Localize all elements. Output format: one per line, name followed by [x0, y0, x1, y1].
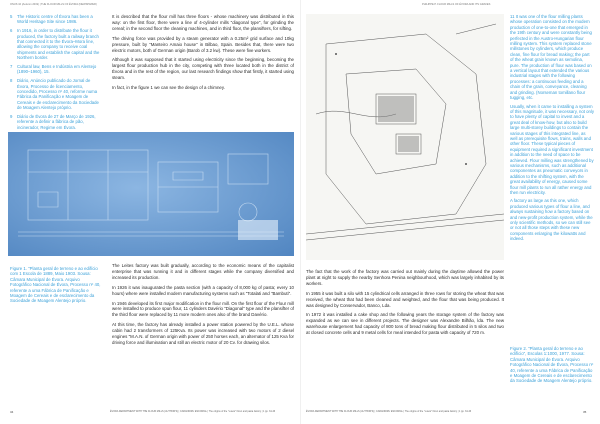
- figure-1-caption: Figure 1. "Planta geral de terreno e ao edifício com 1 Escola de 1889, Maio 1903. Sousa: Câmara Municipal de Évora. Arquivo Fotográfico Nacional de Évora, Processo nº 40, referente a uma Fábrica de Panificação e Moagem de Cereais e de esclarecimento da Sociedade de Moagem Alentejo próprio.: [10, 266, 101, 304]
- paragraph: In 1946 developed its first major modification in the flour mill. On the first floor of the Flour mill were installed to produce spun flour, 11 cylinders Davério "Diagonal" type and the plansifter of the third floor were replaced by 11 more modern ones also of the brand Davério.: [112, 300, 294, 318]
- page-number-right: 35: [583, 410, 587, 414]
- figure-1-blueprint: [8, 132, 294, 256]
- blueprint-drawing: [8, 132, 294, 256]
- figure-2-caption: Figure 2. "Planta geral do terreno e ao edifício", Escolas 1:1000, 1977. Sousa: Câmara Municipal de Évora. Arquivo Fotográfico Nacional de Évora, Processo nº 40, referente a uma Fábrica de Panificação e Moagem de Cereais e de esclarecimento da Sociedade de Moagem Alentejo próprio.: [510, 346, 594, 384]
- footnote: A factory as large as this one, which produced various types of flour a line, and always sustaining how a factory based on and new-profit production system, while the only scientific methods, so we can still see or not all those steps with these new components enlarging the kilowatts and indeed.: [510, 198, 593, 242]
- body-text-top: [112, 14, 294, 95]
- footnote: 6 In 1916, in order to distribute the flour it produced, the factory built a railway branch that connected it to the Évora–Mora line, allowing the company to receive coal shipments and establish the capital and the Northern border.: [10, 28, 100, 61]
- footnote: Usually, when it came to installing a system of this magnitude, it was necessary, not only to have plenty of capital to invest and a great deal of know-how, but also to build large multi-storey buildings to contain the various stages of this integrated line, as well as prerequisite flows, trains, walls and other floor. These typical pieces of equipment required a significant investment in addition to the need of space to be achieved. Flour milling was strengthened by various mechanisms, such as additional componentes as pneumatic conveyors in addition to the shifting system, with the great availability of energy, caused some flour mill plants to run all rather energy and then run electricity.: [510, 103, 594, 195]
- paragraph: In 1926 it was inaugurated the pasta section (with a capacity of 8,000 kg of pasta; every 10 hours) where were installed modern manufacturing systems such as "Totalati and "Bambuti".: [112, 284, 294, 296]
- footer-left: ÉVORA DEPARTMENT WITH THE FLOUR MILLS (AUTHOR'S) | CARANDIRU ESCORIAL | The origins of the "Lusos" Flour and pasta factory | 1 pp. 34-46: [110, 410, 276, 413]
- paragraph: In 1972 it was installed a cake shop and the following years the storage system of the factory was expanded as we can see in different projects. The designer was Alexandre Bilhão, lda. The new warehouse enlargement had capacity of 800 tons of bread making flour distributed in 5 silos and two at closed concrete cells and 9 metal cells for meal intended for pasta with capacity of 720 m.: [306, 312, 504, 336]
- paragraph: At this time, the factory has already installed a power station powered by the U.E.L. whose cabin had 2 transformers of 125Kva. Its power was increased with two motors of 2 diesel engines "M.A.N. of German origin with power of 250 horses each, an alternator of 125 Kva for driving force and illumination and still an electric motor of 20 Cv. for drawing silos.: [112, 322, 294, 345]
- paragraph: The driving force was provided by a steam generator with a 0.25m² grid surface and 10kg pressure, built by "Manteiro Amaio house" in Bilbao, Spain. Besides that, there were two electric motors, both of German origin (Barob of 3.2 kw). These were five workers.: [112, 35, 294, 53]
- site-plan-drawing: [306, 14, 504, 260]
- body-text-bottom: [112, 263, 294, 350]
- footnote: 11 It was one of the flour milling plants whose operation consisted on the modern production of one-to-one that emerged in the 19th century and were constantly being perfected in the Austro-Hungarian flour milling system. This system replaced stone millstones by cylinders, which produce clean, fine flour for bread making; the part of the wheat grain known as semolina, pure. The production of flour was based on a vertical layout that extended the various industrial stages with the following processes: a continuous feeding and a chain of the grain, conveyance, cleaning and grinding. (Norseman tomillano flour tugging, etc.: [510, 14, 592, 101]
- footnote: 7 Cultural law, Bens e Indústria em Alentejo (1890–1960), 15.: [10, 64, 97, 75]
- paragraph: In 1955 it was built a silo with 15 cylindrical cells arranged in three rows for storing the wheat that was received, the wheat that had been cleaned and weighted, and the flour that was being produced. It was designed by Conservador, Banco, Lda.: [306, 290, 504, 308]
- page-number-left: 34: [10, 410, 14, 414]
- paragraph: The Leites factory was built gradually, according to the economic means of the capitalist enterprise that was running it and in different stages while the company diversified and increased its production.: [112, 263, 294, 280]
- footer-right: ÉVORA DEPARTMENT WITH THE FLOUR MILLS (AUTHOR'S) | CARANDIRU ESCORIAL | The origins of the "Lusos" Flour and pasta factory | 1 pp. 34-46: [306, 410, 472, 413]
- paragraph: In fact, in the figure 1 we can see the design of a chimney.: [112, 85, 225, 91]
- footnote: 5 The Historic centre of Évora has been a World Heritage Site since 1986.: [10, 14, 93, 25]
- paragraph: Although it was supposed that it started using electricity since the beginning, becoming the largest flour production hub in the city, competing with three located both in the district of Évora and in the rest of the region, our last research findings show that firstly, it started using steam.: [112, 57, 294, 81]
- footnote: 9 Diário de Évora de 27 de Março de 1926, referente a definir a fábrica de pão, incinerador, Regime em Évora.: [10, 114, 96, 130]
- running-header-left: ONUS 10 (Autumn 2019) | THE FLOUR MILLS OF ÉVORA (NEWSPAPER): [10, 3, 97, 6]
- paragraph: The fact that the work of the factory was carried out mainly during the daytime allowed the power plant at night to supply the nearby Senhora Penina neighbourhood, which was largely inhabited by its workers.: [306, 269, 504, 286]
- figure-2-site-plan: [306, 14, 504, 260]
- page-gutter: [300, 0, 301, 424]
- footnotes-right: [510, 14, 594, 245]
- footnote: 8 Diário, Anúncio publicado do Jornal de Évora, Processo de licenciamento, concedido, Processo nº 40, reforme numa Fábrica da Panificação e Moagem de Cereais e de esclarecimento da Sociedade de Moagem Alentejo próprio.: [10, 78, 99, 111]
- body-text-right: [306, 269, 504, 340]
- paragraph: It is described that the flour mill has three floors - whose machinery was distributed in this way: on the first floor, there were a line of 4-cylinder mills "diagonal type", for grinding the cereal; in the second floor the cleaning machines, and in third floor, the plansifters, for sifting.: [112, 14, 294, 31]
- running-header-right: PHILIPPE P. FLOUR MILLS OF ÉVORA AND ITS GRAVES: [422, 3, 491, 6]
